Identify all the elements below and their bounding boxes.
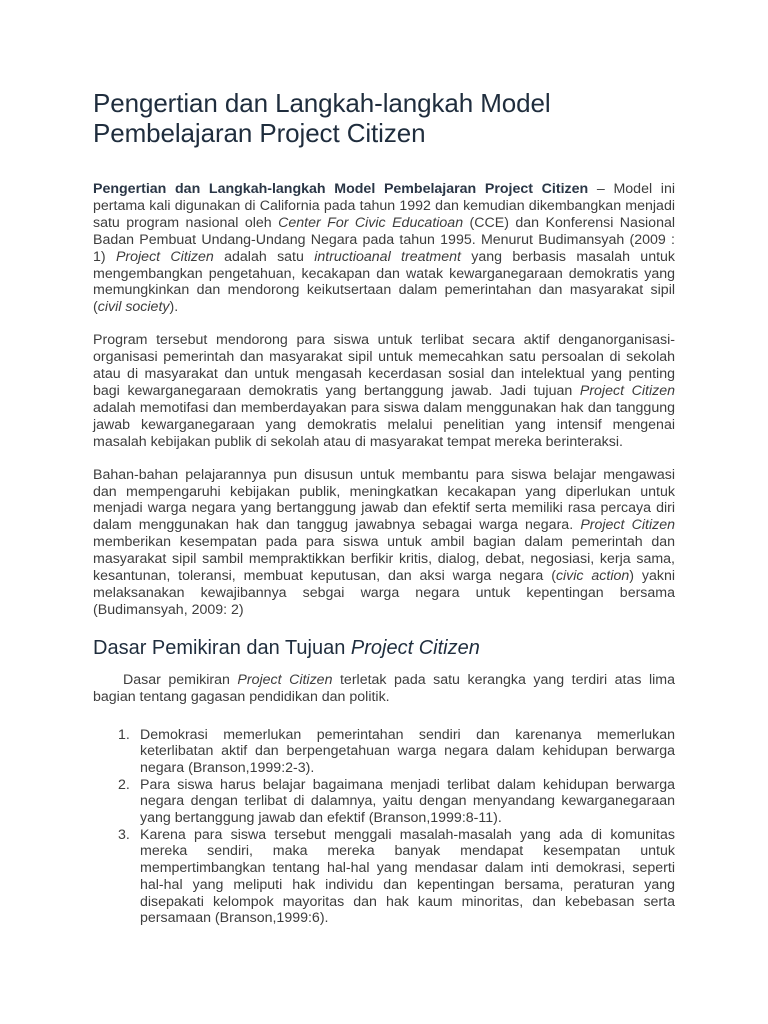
text-run: ). bbox=[169, 299, 179, 316]
list-item-text: Para siswa harus belajar bagaimana menjadi terlibat dalam kehidupan berwarga negara dengan terlibat di dalamnya, yaitu dengan menyandang kewarganegaraan yang bertanggung jawab dan efektif (Branson,1999:8-11). bbox=[140, 776, 675, 827]
italic-term: Project Citizen bbox=[579, 382, 675, 399]
italic-term: civil society bbox=[97, 299, 170, 316]
list-number: 3. bbox=[118, 826, 130, 843]
text-run: terletak pada satu kerangka yang terdiri atas lima bagian tentang gagasan pendidikan dan politik. bbox=[93, 671, 676, 705]
italic-term: Center For Civic Educatioan bbox=[278, 214, 464, 231]
italic-term: Project Citizen bbox=[237, 671, 333, 688]
italic-term: Project Citizen bbox=[580, 517, 676, 534]
list-item bbox=[118, 776, 675, 827]
lead-term: Pengertian dan Langkah-langkah Model Pembelajaran Project Citizen bbox=[93, 181, 589, 197]
list-item-text: Demokrasi memerlukan pemerintahan sendiri dan karenanya memerlukan keterlibatan aktif dan berpengetahuan warga negara dalam kehidupan berwarga negara (Branson,1999:2-3). bbox=[140, 726, 675, 776]
heading-italic: Project Citizen bbox=[350, 636, 480, 659]
list-item bbox=[118, 726, 675, 777]
text-run: Bahan-bahan pelajarannya pun disusun untuk membantu para siswa belajar mengawasi dan mempengaruhi kebijakan publik, meningkatkan kecakapan yang diperlukan untuk menjadi warga negara yang bertanggung jawab dan efektif serta memiliki rasa percaya diri dalam menggunakan hak dan tanggug jawabnya sebagai warga negara. bbox=[93, 466, 675, 534]
paragraph-basis bbox=[93, 672, 675, 706]
page-title: Pengertian dan Langkah-langkah Model Pembelajaran Project Citizen bbox=[93, 88, 551, 148]
text-run: – Model ini pertama kali digunakan di California pada tahun 1992 dan kemudian dikembangkan menjadi satu program nasional oleh bbox=[93, 181, 675, 231]
numbered-list bbox=[93, 727, 675, 927]
text-run: Program tersebut mendorong para siswa untuk terlibat secara aktif denganorganisasi-organisasi pemerintah dan masyarakat sipil untuk memecahkan satu persoalan di sekolah atau di masyarakat dan untuk mengasah kecerdasan sosial dan intelektual yang penting bagi kewarganegaraan demokratis yang bertanggung jawab. Jadi tujuan bbox=[93, 332, 675, 399]
italic-term: intructioanal treatment bbox=[314, 248, 461, 265]
paragraph-intro bbox=[93, 181, 675, 316]
text-run: yang berbasis masalah untuk mengembangkan pengetahuan, kecakapan dan watak kewarganegaraan demokratis yang memungkinkan dan mendorong keikutsertaan dalam pemerintahan dan masyarakat sipil ( bbox=[93, 248, 676, 316]
text-run: ) yakni melaksanakan kewajibannya sebgai warga negara untuk kepentingan bersama (Budimansyah, 2009: 2) bbox=[93, 568, 675, 618]
text-run: (CCE) dan Konferensi Nasional Badan Pembuat Undang-Undang Negara pada tahun 1995. Menurut Budimansyah (2009 : 1) bbox=[93, 214, 676, 265]
text-run: Dasar pemikiran bbox=[123, 671, 238, 688]
list-number: 2. bbox=[118, 776, 130, 793]
paragraph-materials bbox=[93, 467, 675, 619]
list-item bbox=[118, 826, 675, 927]
document-page bbox=[93, 88, 675, 927]
italic-term: Project Citizen bbox=[115, 248, 214, 265]
text-run: adalah memotifasi dan memberdayakan para siswa dalam menggunakan hak dan tanggung jawab kewarganegaraan yang demokratis melalui penelitian yang intensif mengenai masalah kebijakan publik di sekolah atau di masyarakat tempat mereka berinteraksi. bbox=[93, 399, 675, 450]
paragraph-program bbox=[93, 332, 675, 450]
text-run: memberikan kesempatan pada para siswa untuk ambil bagian dalam pemerintah dan masyarakat sipil sambil mempraktikkan berfikir kritis, dialog, debat, negosiasi, kerja sama, kesantunan, toleransi, membuat keputusan, dan aksi warga negara ( bbox=[93, 534, 675, 585]
list-item-text: Karena para siswa tersebut menggali masalah-masalah yang ada di komunitas mereka sendiri, maka mereka banyak mendapat kesempatan untuk mempertimbangkan tentang hal-hal yang mendasar dalam inti demokrasi, seperti hal-hal yang meliputi hak individu dan kepentingan bersama, peraturan yang disepakati kelompok mayoritas dan hak kaum minoritas, dan kebebasan serta persamaan (Branson,1999:6). bbox=[140, 826, 675, 927]
text-run: adalah satu bbox=[213, 248, 315, 265]
section-heading bbox=[93, 636, 675, 660]
heading-text: Dasar Pemikiran dan Tujuan bbox=[93, 636, 351, 659]
list-number: 1. bbox=[118, 726, 130, 743]
italic-term: civic action bbox=[555, 568, 630, 585]
